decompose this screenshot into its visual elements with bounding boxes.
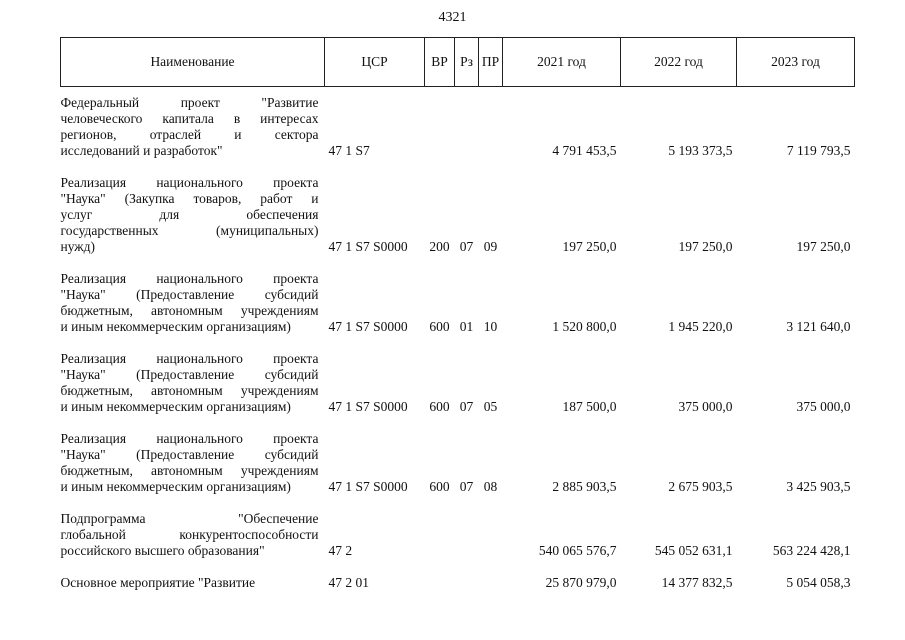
row-vr <box>425 93 455 159</box>
row-2021: 197 250,0 <box>562 239 617 254</box>
table-row <box>61 93 855 159</box>
row-2022: 197 250,0 <box>678 239 733 254</box>
row-name-line: и иным некоммерческим организациям) <box>60 479 291 494</box>
row-name-line: Основное мероприятие "Развитие <box>60 575 256 590</box>
row-2022: 14 377 832,5 <box>661 575 733 590</box>
table-header-row <box>61 38 855 87</box>
row-spacer <box>61 335 855 349</box>
header-pr: ПР <box>479 38 503 87</box>
row-spacer <box>61 159 855 173</box>
row-name <box>61 173 325 255</box>
row-name-line: услуг для обеспечения <box>60 207 319 222</box>
row-spacer-cell <box>61 159 855 173</box>
row-2021: 2 885 903,5 <box>552 479 617 494</box>
row-2023: 197 250,0 <box>796 239 851 254</box>
row-name-line: "Наука" (Закупка товаров, работ и <box>60 191 319 206</box>
header-name: Наименование <box>61 38 325 87</box>
row-2021: 187 500,0 <box>562 399 617 414</box>
row-csr: 47 1 S7 S0000 <box>328 319 408 334</box>
table-row <box>61 173 855 255</box>
table-row <box>61 429 855 495</box>
row-name-line: российского высшего образования" <box>60 543 265 558</box>
header-rz: Рз <box>455 38 479 87</box>
row-2021: 1 520 800,0 <box>552 319 617 334</box>
row-pr <box>479 573 503 591</box>
row-vr: 200 <box>429 239 450 254</box>
row-vr <box>425 509 455 559</box>
row-name-line: человеческого капитала в интересах <box>60 111 319 126</box>
row-name <box>61 93 325 159</box>
row-spacer <box>61 255 855 269</box>
row-pr <box>479 509 503 559</box>
row-rz: 07 <box>459 239 474 254</box>
row-csr: 47 1 S7 <box>328 143 370 158</box>
row-spacer-cell <box>61 495 855 509</box>
table-row <box>61 573 855 591</box>
row-pr: 10 <box>483 319 498 334</box>
header-2021: 2021 год <box>503 38 621 87</box>
header-vr: ВР <box>425 38 455 87</box>
row-csr: 47 1 S7 S0000 <box>328 399 408 414</box>
row-2021: 540 065 576,7 <box>538 543 617 558</box>
row-name-line: бюджетным, автономным учреждениям <box>60 383 319 398</box>
row-2022: 2 675 903,5 <box>668 479 733 494</box>
header-2022: 2022 год <box>621 38 737 87</box>
row-vr: 600 <box>429 479 450 494</box>
row-rz: 07 <box>459 479 474 494</box>
row-name <box>61 349 325 415</box>
row-2023: 3 121 640,0 <box>786 319 851 334</box>
row-name-line: регионов, отраслей и сектора <box>60 127 319 142</box>
row-name <box>61 509 325 559</box>
row-spacer-cell <box>61 415 855 429</box>
row-spacer <box>61 495 855 509</box>
row-name <box>61 573 325 591</box>
row-name-line: Реализация национального проекта <box>60 271 319 286</box>
row-name-line: "Наука" (Предоставление субсидий <box>60 287 319 302</box>
row-2023: 3 425 903,5 <box>786 479 851 494</box>
row-name-line: нужд) <box>60 239 95 254</box>
row-pr: 08 <box>483 479 498 494</box>
row-vr <box>425 573 455 591</box>
page-number: 4321 <box>438 10 467 25</box>
row-name-line: Реализация национального проекта <box>60 431 319 446</box>
row-spacer-cell <box>61 335 855 349</box>
row-name-line: Реализация национального проекта <box>60 351 319 366</box>
row-rz: 07 <box>459 399 474 414</box>
row-spacer-cell <box>61 559 855 573</box>
row-rz <box>455 573 479 591</box>
row-pr <box>479 93 503 159</box>
row-2023: 5 054 058,3 <box>786 575 851 590</box>
row-name-line: Подпрограмма "Обеспечение <box>60 511 319 526</box>
row-name-line: исследований и разработок" <box>60 143 223 158</box>
row-2023: 563 224 428,1 <box>772 543 851 558</box>
row-name-line: "Наука" (Предоставление субсидий <box>60 367 319 382</box>
table-body <box>61 87 855 592</box>
row-name-line: Федеральный проект "Развитие <box>60 95 319 110</box>
row-spacer <box>61 415 855 429</box>
row-name-line: бюджетным, автономным учреждениям <box>60 303 319 318</box>
header-2023: 2023 год <box>737 38 855 87</box>
row-csr: 47 2 <box>328 543 353 558</box>
row-csr: 47 2 01 <box>328 575 369 590</box>
row-2022: 545 052 631,1 <box>654 543 733 558</box>
row-vr: 600 <box>429 319 450 334</box>
row-2022: 5 193 373,5 <box>668 143 733 158</box>
row-2023: 7 119 793,5 <box>786 143 851 158</box>
row-name-line: Реализация национального проекта <box>60 175 319 190</box>
row-csr: 47 1 S7 S0000 <box>328 479 408 494</box>
budget-table <box>60 37 855 591</box>
table-row <box>61 269 855 335</box>
row-name-line: глобальной конкурентоспособности <box>60 527 319 542</box>
row-pr: 05 <box>483 399 498 414</box>
row-name-line: государственных (муниципальных) <box>60 223 319 238</box>
row-2022: 1 945 220,0 <box>668 319 733 334</box>
row-2022: 375 000,0 <box>678 399 733 414</box>
table-row <box>61 349 855 415</box>
row-2021: 4 791 453,5 <box>552 143 617 158</box>
row-spacer-cell <box>61 255 855 269</box>
row-vr: 600 <box>429 399 450 414</box>
row-name-line: бюджетным, автономным учреждениям <box>60 463 319 478</box>
row-2023: 375 000,0 <box>796 399 851 414</box>
header-csr: ЦСР <box>325 38 425 87</box>
row-pr: 09 <box>483 239 498 254</box>
row-name-line: и иным некоммерческим организациям) <box>60 399 291 414</box>
row-csr: 47 1 S7 S0000 <box>328 239 408 254</box>
row-name <box>61 429 325 495</box>
row-name-line: "Наука" (Предоставление субсидий <box>60 447 319 462</box>
row-rz <box>455 509 479 559</box>
table-row <box>61 509 855 559</box>
row-2021: 25 870 979,0 <box>545 575 617 590</box>
row-rz <box>455 93 479 159</box>
row-spacer <box>61 559 855 573</box>
row-name <box>61 269 325 335</box>
row-name-line: и иным некоммерческим организациям) <box>60 319 291 334</box>
row-rz: 01 <box>459 319 474 334</box>
